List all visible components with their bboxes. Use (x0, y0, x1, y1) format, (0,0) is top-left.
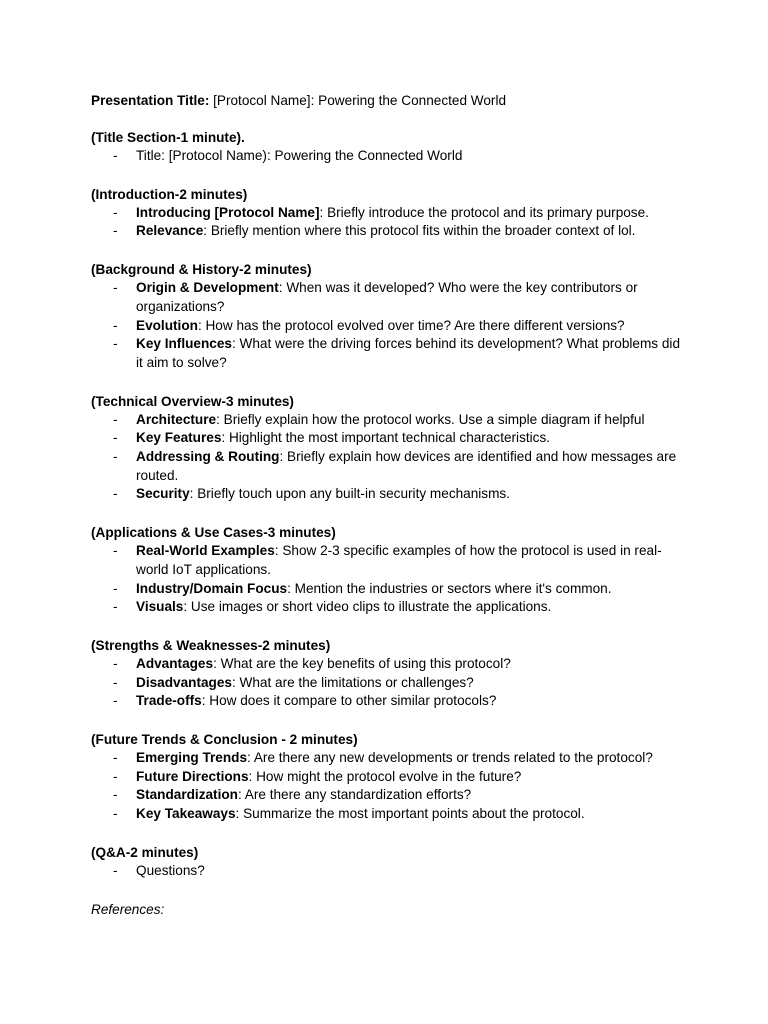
bullet-dash: - (113, 449, 118, 465)
list-item (91, 655, 681, 674)
bullet-dash: - (113, 336, 118, 352)
section-heading: (Introduction-2 minutes) (91, 186, 248, 202)
section-item-list (91, 147, 678, 166)
item-text: : How might the protocol evolve in the future? (248, 768, 522, 784)
bullet-dash: - (113, 768, 118, 784)
list-item (91, 768, 681, 787)
item-term: Addressing & Routing (136, 449, 280, 465)
section-heading: (Technical Overview-3 minutes) (91, 393, 294, 409)
list-item (91, 317, 681, 336)
references-label: References: (91, 901, 165, 917)
bullet-dash: - (113, 655, 118, 671)
item-text: : What are the key benefits of using this protocol? (213, 655, 511, 671)
item-text: : Are there any new developments or trends related to the protocol? (247, 750, 653, 766)
list-item (91, 805, 681, 824)
item-term: Introducing [Protocol Name] (136, 204, 320, 220)
outline-section (91, 128, 678, 166)
bullet-dash: - (113, 580, 118, 596)
section-heading: (Future Trends & Conclusion - 2 minutes) (91, 732, 358, 748)
bullet-dash: - (113, 599, 118, 615)
list-item (91, 692, 681, 711)
presentation-title-label: Presentation Title: (91, 93, 210, 108)
item-term: Security (136, 486, 190, 502)
item-term: Advantages (136, 655, 214, 671)
item-term: Trade-offs (136, 693, 202, 709)
bullet-dash: - (113, 693, 118, 709)
item-term: Disadvantages (136, 674, 232, 690)
section-item-list (91, 749, 678, 824)
item-text: : What were the driving forces behind its development? What problems did it aim to solve? (136, 336, 681, 370)
list-item (91, 862, 681, 881)
bullet-dash: - (113, 223, 118, 239)
outline-section (91, 843, 678, 881)
item-term: Origin & Development (136, 280, 279, 296)
outline-section (91, 636, 678, 711)
item-text: : Show 2-3 specific examples of how the protocol is used in real-world IoT applications. (136, 543, 662, 577)
bullet-dash: - (113, 674, 118, 690)
item-text: : Are there any standardization efforts? (237, 787, 472, 803)
item-term: Industry/Domain Focus (136, 580, 288, 596)
bullet-dash: - (113, 750, 118, 766)
list-item (91, 222, 681, 241)
bullet-dash: - (113, 430, 118, 446)
item-term: Key Features (136, 430, 222, 446)
item-text: : How does it compare to other similar protocols? (201, 693, 497, 709)
section-heading: (Background & History-2 minutes) (91, 262, 312, 278)
list-item (91, 580, 681, 599)
list-item (91, 542, 681, 579)
item-term: Architecture (136, 411, 217, 427)
section-item-list (91, 655, 678, 711)
bullet-dash: - (113, 204, 118, 220)
item-text: : Highlight the most important technical characteristics. (221, 430, 551, 446)
section-item-list (91, 204, 678, 241)
presentation-title (91, 91, 678, 110)
outline-section (91, 185, 678, 241)
item-text: : Summarize the most important points about the protocol. (235, 806, 585, 822)
list-item (91, 749, 681, 768)
outline-section (91, 392, 678, 505)
item-text: : When was it developed? Who were the key contributors or organizations? (136, 280, 638, 314)
outline-section (91, 523, 678, 617)
section-heading: (Strengths & Weaknesses-2 minutes) (91, 637, 331, 653)
item-text: : Briefly introduce the protocol and its primary purpose. (319, 204, 649, 220)
item-text: Questions? (136, 862, 205, 878)
section-item-list (91, 862, 678, 881)
bullet-dash: - (113, 543, 118, 559)
bullet-dash: - (113, 317, 118, 333)
list-item (91, 147, 681, 166)
item-text: : Mention the industries or sectors where it's common. (287, 580, 612, 596)
item-term: Future Directions (136, 768, 249, 784)
item-text: : Briefly explain how the protocol works. Use a simple diagram if helpful (216, 411, 645, 427)
list-item (91, 598, 681, 617)
outline-section (91, 730, 678, 824)
list-item (91, 786, 681, 805)
item-term: Real-World Examples (136, 543, 275, 559)
outline-sections (91, 128, 681, 881)
list-item (91, 485, 681, 504)
item-term: Key Takeaways (136, 806, 236, 822)
item-term: Standardization (136, 787, 238, 803)
section-heading: (Q&A-2 minutes) (91, 844, 199, 860)
section-heading: (Title Section-1 minute). (91, 130, 245, 145)
list-item (91, 448, 681, 485)
bullet-dash: - (113, 411, 118, 427)
item-text: : Briefly explain how devices are identified and how messages are routed. (136, 449, 677, 483)
item-text: Title: [Protocol Name): Powering the Connected World (136, 148, 463, 163)
item-term: Relevance (136, 223, 204, 239)
bullet-dash: - (113, 806, 118, 822)
outline-section (91, 260, 681, 373)
section-item-list (91, 279, 681, 373)
list-item (91, 279, 681, 316)
section-item-list (91, 411, 678, 505)
item-term: Visuals (136, 599, 184, 615)
item-term: Evolution (136, 317, 198, 333)
bullet-dash: - (113, 862, 118, 878)
presentation-title-value: [Protocol Name]: Powering the Connected World (209, 93, 507, 108)
item-term: Emerging Trends (136, 750, 248, 766)
list-item (91, 429, 681, 448)
bullet-dash: - (113, 280, 118, 296)
list-item (91, 674, 681, 693)
list-item (91, 204, 681, 223)
bullet-dash: - (113, 787, 118, 803)
item-text: : How has the protocol evolved over time? Are there different versions? (197, 317, 625, 333)
bullet-dash: - (113, 148, 118, 163)
item-term: Key Influences (136, 336, 232, 352)
item-text: : Briefly touch upon any built-in security mechanisms. (189, 486, 511, 502)
item-text: : What are the limitations or challenges? (231, 674, 474, 690)
section-item-list (91, 542, 678, 617)
list-item (91, 335, 681, 372)
section-heading: (Applications & Use Cases-3 minutes) (91, 525, 336, 541)
list-item (91, 411, 681, 430)
item-text: : Use images or short video clips to illustrate the applications. (183, 599, 552, 615)
item-text: : Briefly mention where this protocol fits within the broader context of lol. (203, 223, 636, 239)
bullet-dash: - (113, 486, 118, 502)
